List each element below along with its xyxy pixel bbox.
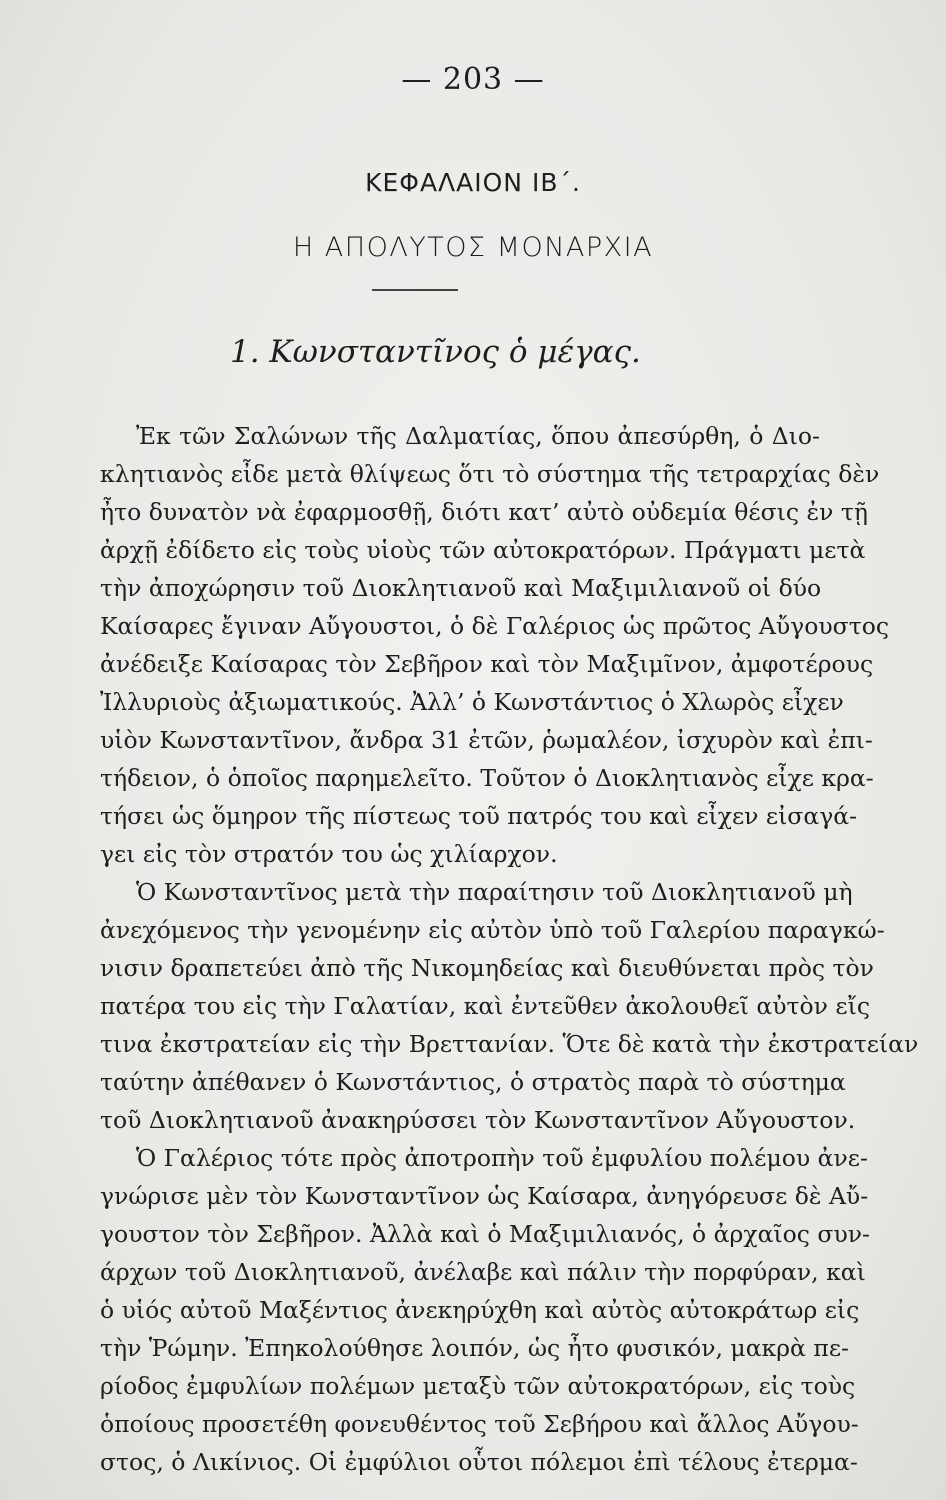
- text-line: Ἰλλυριοὺς ἀξιωματικούς. Ἀλλ’ ὁ Κωνστάντιος ὁ Χλωρὸς εἶχεν: [100, 688, 844, 716]
- text-line: γνώρισε μὲν τὸν Κωνσταντῖνον ὡς Καίσαρα, ἀνηγόρευσε δὲ Αὔ-: [100, 1182, 869, 1210]
- text-line: στος, ὁ Λικίνιος. Οἱ ἐμφύλιοι οὗτοι πόλεμοι ἐπὶ τέλους ἐτερμα-: [100, 1448, 858, 1476]
- text-line: ἀρχῇ ἐδίδετο εἰς τοὺς υἱοὺς τῶν αὐτοκρατόρων. Πράγματι μετὰ: [100, 536, 866, 564]
- text-line: νισιν δραπετεύει ἀπὸ τῆς Νικομηδείας καὶ διευθύνεται πρὸς τὸν: [100, 954, 874, 982]
- text-line: ὁ υἱός αὐτοῦ Μαξέντιος ἀνεκηρύχθη καὶ αὐτὸς αὐτοκράτωρ εἰς: [100, 1296, 860, 1324]
- title-divider: [372, 289, 458, 291]
- text-line: γουστον τὸν Σεβῆρον. Ἀλλὰ καὶ ὁ Μαξιμιλιανός, ὁ ἀρχαῖος συν-: [100, 1220, 870, 1248]
- text-line: πατέρα του εἰς τὴν Γαλατίαν, καὶ ἐντεῦθεν ἀκολουθεῖ αὐτὸν εἴς: [100, 992, 870, 1020]
- page-number: — 203 —: [401, 62, 545, 97]
- text-line: τὴν ἀποχώρησιν τοῦ Διοκλητιανοῦ καὶ Μαξιμιλιανοῦ οἱ δύο: [100, 574, 822, 602]
- text-line: τήδειον, ὁ ὁποῖος παρημελεῖτο. Τοῦτον ὁ Διοκλητιανὸς εἶχε κρα-: [100, 764, 874, 792]
- text-line: ὁποίους προσετέθη φονευθέντος τοῦ Σεβήρου καὶ ἄλλος Αὔγου-: [100, 1410, 859, 1438]
- text-line: τινα ἐκστρατείαν εἰς τὴν Βρεττανίαν. Ὅτε δὲ κατὰ τὴν ἐκστρατείαν: [100, 1030, 919, 1058]
- text-line: τὴν Ῥώμην. Ἐπηκολούθησε λοιπόν, ὡς ἦτο φυσικόν, μακρὰ πε-: [100, 1334, 849, 1362]
- text-line: τήσει ὡς ὅμηρον τῆς πίστεως τοῦ πατρός του καὶ εἶχεν εἰσαγά-: [100, 802, 858, 830]
- text-line: άρχων τοῦ Διοκλητιανοῦ, ἀνέλαβε καὶ πάλιν τὴν πορφύραν, καὶ: [100, 1258, 866, 1286]
- text-line: Ὁ Γαλέριος τότε πρὸς ἀποτροπὴν τοῦ ἐμφυλίου πολέμου ἀνε-: [136, 1144, 868, 1172]
- text-line: ρίοδος ἐμφυλίων πολέμων μεταξὺ τῶν αὐτοκρατόρων, εἰς τοὺς: [100, 1372, 856, 1400]
- text-line: γει εἰς τὸν στρατόν του ὡς χιλίαρχον.: [100, 840, 558, 868]
- text-line: τοῦ Διοκλητιανοῦ ἀνακηρύσσει τὸν Κωνσταντῖνον Αὔγουστον.: [100, 1106, 856, 1134]
- text-line: Ὁ Κωνσταντῖνος μετὰ τὴν παραίτησιν τοῦ Διοκλητιανοῦ μὴ: [136, 878, 853, 906]
- section-heading: 1. Κωνσταντῖνος ὁ μέγας.: [230, 334, 641, 370]
- text-line: ἦτο δυνατὸν νὰ ἐφαρμοσθῇ, διότι κατ’ αὐτὸ οὐδεμία θέσις ἐν τῇ: [100, 498, 868, 526]
- text-line: υἱὸν Κωνσταντῖνον, ἄνδρα 31 ἐτῶν, ῥωμαλέον, ἰσχυρὸν καὶ ἐπι-: [100, 726, 873, 754]
- text-line: ἀνέδειξε Καίσαρας τὸν Σεβῆρον καὶ τὸν Μαξιμῖνον, ἀμφοτέρους: [100, 650, 874, 678]
- text-line: ταύτην ἀπέθανεν ὁ Κωνστάντιος, ὁ στρατὸς παρὰ τὸ σύστημα: [100, 1068, 846, 1096]
- text-line: ἀνεχόμενος τὴν γενομένην εἰς αὐτὸν ὑπὸ τοῦ Γαλερίου παραγκώ-: [100, 916, 885, 944]
- text-line: κλητιανὸς εἶδε μετὰ θλίψεως ὅτι τὸ σύστημα τῆς τετραρχίας δὲν: [100, 460, 880, 488]
- text-line: Καίσαρες ἔγιναν Αὔγουστοι, ὁ δὲ Γαλέριος ὡς πρῶτος Αὔγουστος: [100, 612, 890, 640]
- chapter-title: Η ΑΠΟΛΥΤΟΣ ΜΟΝΑΡΧΙΑ: [292, 232, 654, 263]
- chapter-label: ΚΕΦΑΛΑΙΟΝ ΙΒ΄.: [365, 168, 581, 197]
- text-line: Ἐκ τῶν Σαλώνων τῆς Δαλματίας, ὅπου ἀπεσύρθη, ὁ Διο-: [136, 422, 820, 450]
